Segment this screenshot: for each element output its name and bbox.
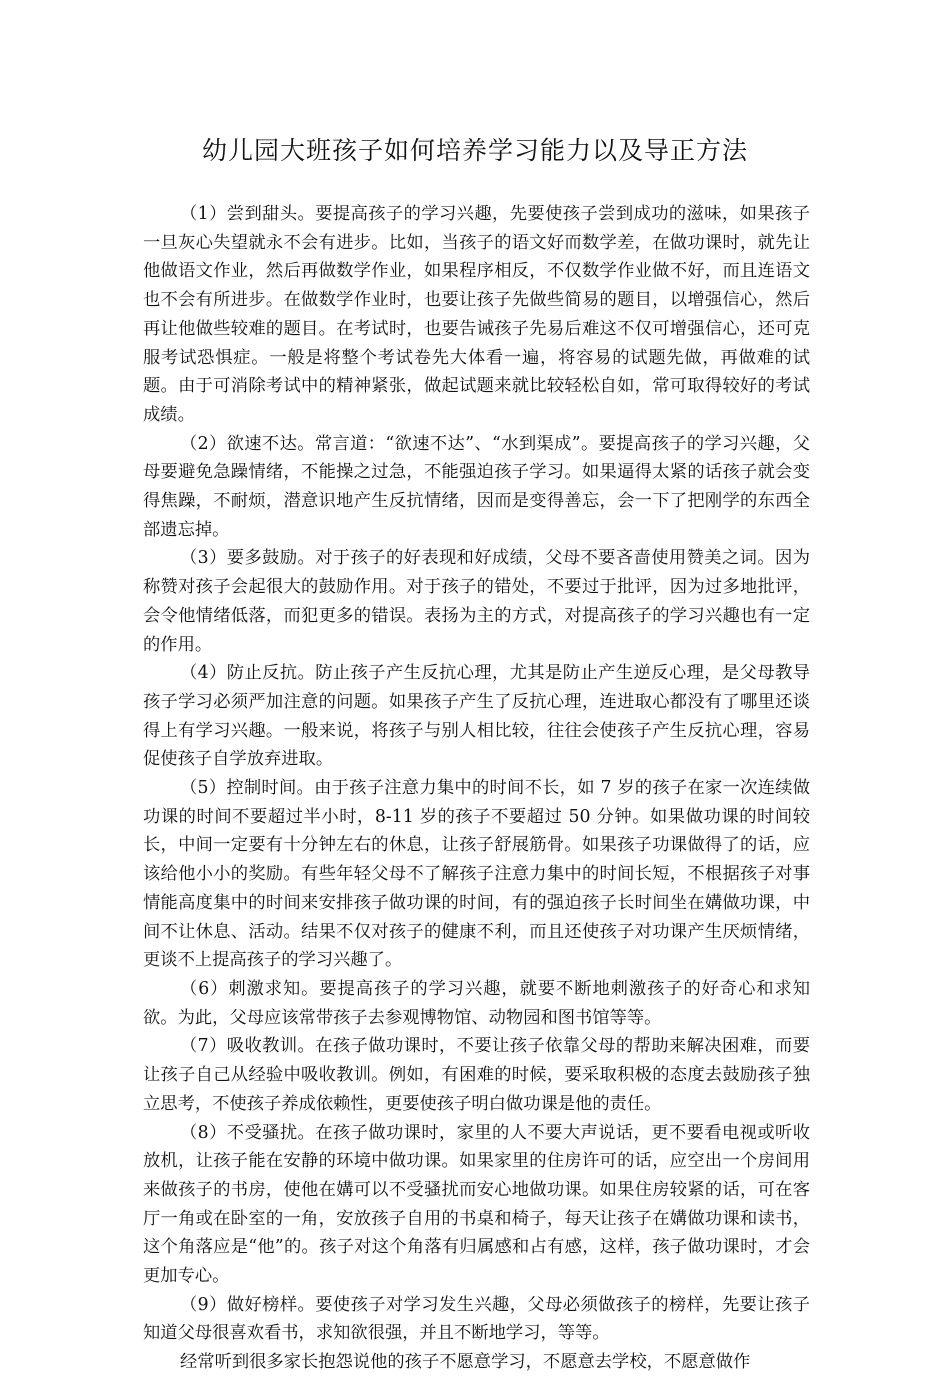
document-title: 幼儿园大班孩子如何培养学习能力以及导正方法 [201, 136, 748, 165]
paragraph-7: （7）吸收教训。在孩子做功课时，不要让孩子依靠父母的帮助来解决困难，而要让孩子自己从经验中吸收教训。例如，有困难的时候，要采取积极的态度去鼓励孩子独立思考，不使孩子养成依赖性，更要使孩子明白做功课是他的责任。 [143, 1036, 810, 1114]
paragraph-6: （6）刺激求知。要提高孩子的学习兴趣，就要不断地刺激孩子的好奇心和求知欲。为此，父母应该常带孩子去参观博物馆、动物园和图书馆等等。 [143, 978, 810, 1028]
paragraph-5: （5）控制时间。由于孩子注意力集中的时间不长，如 7 岁的孩子在家一次连续做功课的时间不要超过半小时，8-11 岁的孩子不要超过 50 分钟。如果做功课的时间较长，中间一定要有十分钟左右的休息，让孩子舒展筋骨。如果孩子功课做得了的话，应该给他小小的奖励。有些年轻父母不了解孩子注意力集中的时间长短，不根据孩子对事情能高度集中的时间来安排孩子做功课的时间，有的强迫孩子长时间坐在媾做功课，中间不让休息、活动。结果不仅对孩子的健康不利，而且还使孩子对功课产生厌烦情绪，更谈不上提高孩子的学习兴趣了。 [143, 778, 810, 971]
paragraph-10: 经常听到很多家长抱怨说他的孩子不愿意学习，不愿意去学校，不愿意做作 [180, 1352, 751, 1373]
paragraph-1: （1）尝到甜头。要提高孩子的学习兴趣，先要使孩子尝到成功的滋味，如果孩子一旦灰心失望就永不会有进步。比如，当孩子的语文好而数学差，在做功课时，就先让他做语文作业，然后再做数学作业，如果程序相反，不仅数学作业做不好，而且连语文也不会有所进步。在做数学作业时，也要让孩子先做些简易的题目，以增强信心，然后再让他做些较难的题目。在考试时，也要告诫孩子先易后难这不仅可增强信心，还可克服考试恐惧症。一般是将整个考试卷先大体看一遍，将容易的试题先做，再做难的试题。由于可消除考试中的精神紧张，做起试题来就比较轻松自如，常可取得较好的考试成绩。 [143, 204, 810, 425]
paragraph-8: （8）不受骚扰。在孩子做功课时，家里的人不要大声说话，更不要看电视或听收放机，让孩子能在安静的环境中做功课。如果家里的住房许可的话，应空出一个房间用来做孩子的书房，使他在媾可以不受骚扰而安心地做功课。如果住房较紧的话，可在客厅一角或在卧室的一角，安放孩子自用的书桌和椅子，每天让孩子在媾做功课和读书，这个角落应是“他”的。孩子对这个角落有归属感和占有感，这样，孩子做功课时，才会更加专心。 [143, 1122, 810, 1287]
paragraph-9: （9）做好榜样。要使孩子对学习发生兴趣，父母必须做孩子的榜样，先要让孩子知道父母很喜欢看书，求知欲很强，并且不断地学习，等等。 [143, 1294, 810, 1344]
paragraph-2: （2）欲速不达。常言道：“欲速不达”、“水到渠成”。要提高孩子的学习兴趣，父母要避免急躁情绪，不能操之过急，不能强迫孩子学习。如果逼得太紧的话孩子就会变得焦躁，不耐烦，潜意识地产生反抗情绪，因而是变得善忘，会一下了把刚学的东西全部遗忘掉。 [143, 433, 810, 540]
paragraph-4: （4）防止反抗。防止孩子产生反抗心理，尤其是防止产生逆反心理，是父母教导孩子学习必须严加注意的问题。如果孩子产生了反抗心理，连进取心都没有了哪里还谈得上有学习兴趣。一般来说，将孩子与别人相比较，往往会使孩子产生反抗心理，容易促使孩子自学放弃进取。 [143, 663, 810, 770]
paragraph-3: （3）要多鼓励。对于孩子的好表现和好成绩，父母不要吝啬使用赞美之词。因为称赞对孩子会起很大的鼓励作用。对于孩子的错处，不要过于批评，因为过多地批评，会令他情绪低落，而犯更多的错误。表扬为主的方式，对提高孩子的学习兴趣也有一定的作用。 [143, 548, 810, 655]
document-body [143, 200, 810, 1377]
